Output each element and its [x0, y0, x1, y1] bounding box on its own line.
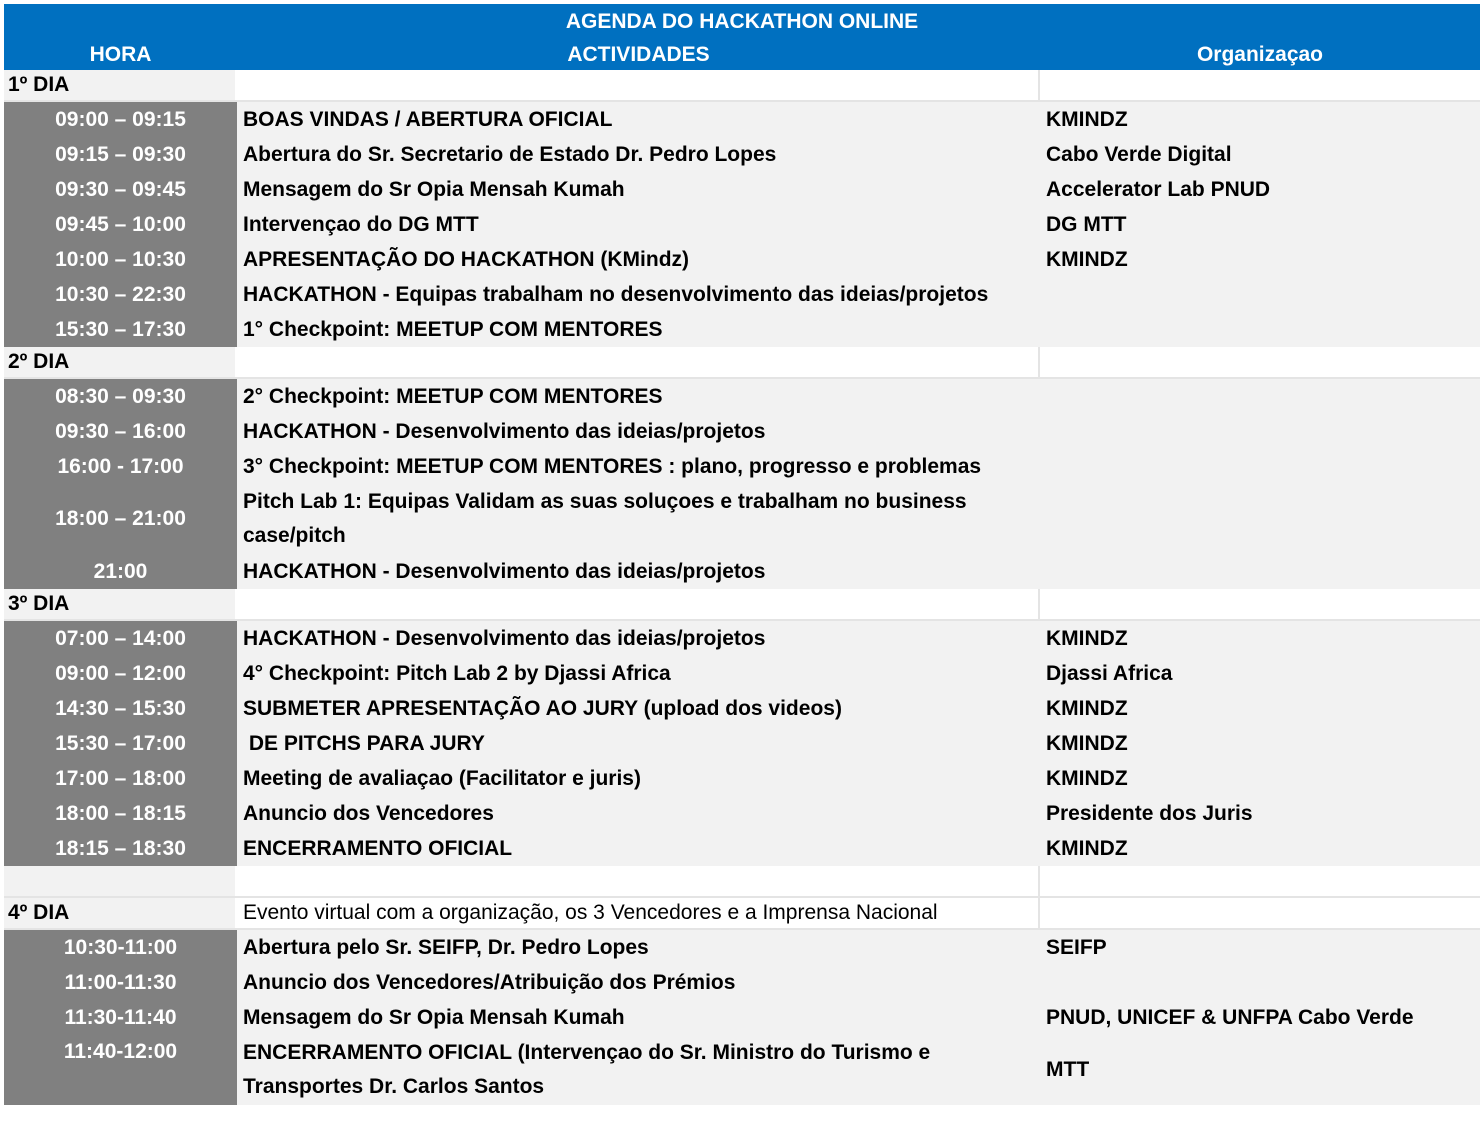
table-row — [4, 965, 1480, 1000]
organizer-cell — [1040, 554, 1480, 589]
organizer-cell: DG MTT — [1040, 207, 1480, 242]
column-header-organizacao: Organizaçao — [1196, 43, 1324, 66]
table-row — [4, 761, 1480, 796]
organizer-cell: Presidente dos Juris — [1040, 796, 1480, 831]
activity-cell: HACKATHON - Desenvolvimento das ideias/projetos — [237, 414, 1040, 449]
agenda-header — [4, 4, 1480, 70]
table-row — [4, 379, 1480, 414]
activity-cell: ENCERRAMENTO OFICIAL (Intervençao do Sr. Ministro do Turismo e Transportes Dr. Carlos Santos — [237, 1035, 1040, 1105]
day-note — [237, 70, 1040, 100]
day-note — [237, 347, 1040, 377]
organizer-cell: Djassi Africa — [1040, 656, 1480, 691]
organizer-cell: KMINDZ — [1040, 691, 1480, 726]
table-row — [4, 137, 1480, 172]
activity-cell: Intervençao do DG MTT — [237, 207, 1040, 242]
activity-cell: 1° Checkpoint: MEETUP COM MENTORES — [237, 312, 1040, 347]
time-cell: 09:00 – 09:15 — [4, 102, 237, 137]
time-cell: 10:30 – 22:30 — [4, 277, 237, 312]
organizer-cell — [1040, 484, 1480, 554]
time-cell: 10:00 – 10:30 — [4, 242, 237, 277]
organizer-cell: Cabo Verde Digital — [1040, 137, 1480, 172]
organizer-cell: MTT — [1040, 1035, 1480, 1105]
time-cell: 11:30-11:40 — [4, 1000, 237, 1035]
table-row — [4, 796, 1480, 831]
table-row — [4, 207, 1480, 242]
activity-cell: APRESENTAÇÃO DO HACKATHON (KMindz) — [237, 242, 1040, 277]
time-cell: 09:45 – 10:00 — [4, 207, 237, 242]
day-label: 2º DIA — [4, 347, 237, 377]
empty-row — [4, 866, 1480, 898]
day-header-row — [4, 898, 1480, 930]
time-cell: 09:15 – 09:30 — [4, 137, 237, 172]
table-row — [4, 277, 1480, 312]
time-cell: 08:30 – 09:30 — [4, 379, 237, 414]
day-note — [237, 589, 1040, 619]
time-cell: 16:00 - 17:00 — [4, 449, 237, 484]
activity-cell: Abertura pelo Sr. SEIFP, Dr. Pedro Lopes — [237, 930, 1040, 965]
organizer-cell: KMINDZ — [1040, 761, 1480, 796]
table-row — [4, 831, 1480, 866]
activity-cell: Anuncio dos Vencedores/Atribuição dos Prémios — [237, 965, 1040, 1000]
time-cell: 14:30 – 15:30 — [4, 691, 237, 726]
organizer-cell: KMINDZ — [1040, 102, 1480, 137]
time-cell: 17:00 – 18:00 — [4, 761, 237, 796]
organizer-cell — [1040, 312, 1480, 347]
activity-cell: DE PITCHS PARA JURY — [237, 726, 1040, 761]
organizer-cell — [1040, 277, 1480, 312]
time-cell: 09:00 – 12:00 — [4, 656, 237, 691]
activity-cell: HACKATHON - Desenvolvimento das ideias/projetos — [237, 621, 1040, 656]
day-header-row — [4, 70, 1480, 102]
day-org — [1040, 589, 1480, 619]
day-org — [1040, 347, 1480, 377]
organizer-cell — [1040, 449, 1480, 484]
agenda-sheet — [4, 4, 1480, 1105]
empty-cell — [1040, 866, 1480, 896]
time-cell: 10:30-11:00 — [4, 930, 237, 965]
day-note: Evento virtual com a organização, os 3 Vencedores e a Imprensa Nacional — [237, 898, 1040, 928]
agenda-title: AGENDA DO HACKATHON ONLINE — [565, 10, 919, 33]
time-cell: 21:00 — [4, 554, 237, 589]
activity-cell: 2° Checkpoint: MEETUP COM MENTORES — [237, 379, 1040, 414]
time-cell: 11:00-11:30 — [4, 965, 237, 1000]
table-row — [4, 312, 1480, 347]
organizer-cell — [1040, 965, 1480, 1000]
activity-cell: 3° Checkpoint: MEETUP COM MENTORES : plano, progresso e problemas — [237, 449, 1040, 484]
table-row — [4, 484, 1480, 554]
time-cell: 15:30 – 17:30 — [4, 312, 237, 347]
column-header-hora: HORA — [89, 43, 152, 66]
organizer-cell — [1040, 379, 1480, 414]
time-cell: 18:00 – 21:00 — [4, 484, 237, 554]
organizer-cell: KMINDZ — [1040, 621, 1480, 656]
activity-cell: Abertura do Sr. Secretario de Estado Dr. Pedro Lopes — [237, 137, 1040, 172]
activity-cell: ENCERRAMENTO OFICIAL — [237, 831, 1040, 866]
organizer-cell: SEIFP — [1040, 930, 1480, 965]
table-row — [4, 102, 1480, 137]
empty-cell — [4, 866, 237, 896]
table-row — [4, 1035, 1480, 1105]
activity-cell: Mensagem do Sr Opia Mensah Kumah — [237, 172, 1040, 207]
table-row — [4, 172, 1480, 207]
organizer-cell: KMINDZ — [1040, 726, 1480, 761]
organizer-cell: KMINDZ — [1040, 242, 1480, 277]
table-row — [4, 930, 1480, 965]
day-label: 4º DIA — [4, 898, 237, 928]
activity-cell: BOAS VINDAS / ABERTURA OFICIAL — [237, 102, 1040, 137]
activity-cell: HACKATHON - Desenvolvimento das ideias/projetos — [237, 554, 1040, 589]
activity-cell: Mensagem do Sr Opia Mensah Kumah — [237, 1000, 1040, 1035]
activity-cell: HACKATHON - Equipas trabalham no desenvolvimento das ideias/projetos — [237, 277, 1040, 312]
day-header-row — [4, 589, 1480, 621]
activity-cell: SUBMETER APRESENTAÇÃO AO JURY (upload dos videos) — [237, 691, 1040, 726]
time-cell: 18:00 – 18:15 — [4, 796, 237, 831]
time-cell: 09:30 – 16:00 — [4, 414, 237, 449]
day-label: 3º DIA — [4, 589, 237, 619]
day-label: 1º DIA — [4, 70, 237, 100]
organizer-cell: PNUD, UNICEF & UNFPA Cabo Verde — [1040, 1000, 1480, 1035]
table-row — [4, 691, 1480, 726]
table-row — [4, 656, 1480, 691]
organizer-cell — [1040, 414, 1480, 449]
time-cell: 18:15 – 18:30 — [4, 831, 237, 866]
activity-cell: Pitch Lab 1: Equipas Validam as suas soluçoes e trabalham no business case/pitch — [237, 484, 1040, 554]
day-header-row — [4, 347, 1480, 379]
table-row — [4, 1000, 1480, 1035]
empty-cell — [237, 866, 1040, 896]
organizer-cell: KMINDZ — [1040, 831, 1480, 866]
table-row — [4, 242, 1480, 277]
activity-cell: Anuncio dos Vencedores — [237, 796, 1040, 831]
table-row — [4, 414, 1480, 449]
table-row — [4, 554, 1480, 589]
table-row — [4, 449, 1480, 484]
time-cell: 09:30 – 09:45 — [4, 172, 237, 207]
column-header-actividades: ACTIVIDADES — [567, 43, 710, 66]
organizer-cell: Accelerator Lab PNUD — [1040, 172, 1480, 207]
time-cell: 07:00 – 14:00 — [4, 621, 237, 656]
time-cell: 11:40-12:00 — [4, 1035, 237, 1105]
activity-cell: 4° Checkpoint: Pitch Lab 2 by Djassi Africa — [237, 656, 1040, 691]
day-org — [1040, 898, 1480, 928]
table-row — [4, 621, 1480, 656]
activity-cell: Meeting de avaliaçao (Facilitator e juris) — [237, 761, 1040, 796]
day-org — [1040, 70, 1480, 100]
time-cell: 15:30 – 17:00 — [4, 726, 237, 761]
table-row — [4, 726, 1480, 761]
